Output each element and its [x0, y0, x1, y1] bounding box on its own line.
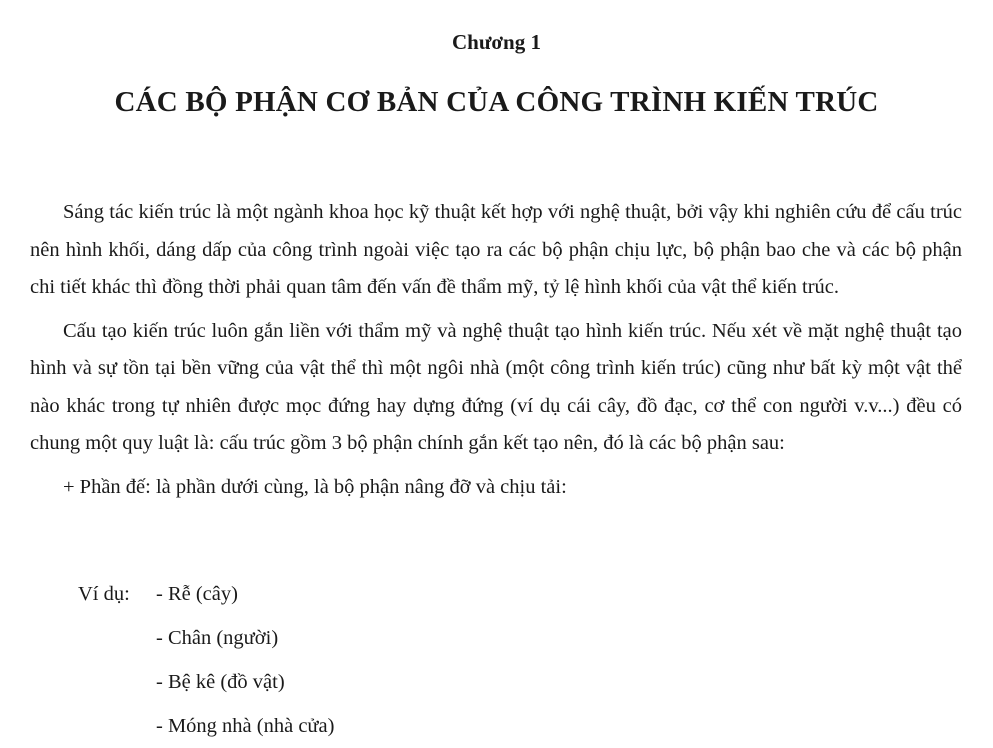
example-lead: Ví dụ:: [78, 583, 130, 605]
example-item-stand: - Bệ kê (đồ vật): [156, 671, 285, 693]
bullet-base-part: + Phần đế: là phần dưới cùng, là bộ phận nâng đỡ và chịu tải:: [63, 475, 567, 498]
example-first-row: [78, 572, 238, 616]
chapter-label: Chương 1: [451, 30, 541, 54]
example-item-foundation: - Móng nhà (nhà cửa): [156, 715, 335, 737]
paragraph-2: Cấu tạo kiến trúc luôn gắn liền với thẩm mỹ và nghệ thuật tạo hình kiến trúc. Nếu xét về mặt nghệ thuật tạo hình và sự tồn tại bền vững của vật thể thì một ngôi nhà (một công trình kiến trúc) cũng như bất kỳ một vật thể nào khác trong tự nhiên được mọc đứng hay dựng đứng (ví dụ cái cây, đồ đạc, cơ thể con người v.v...) đều có chung một quy luật là: cấu trúc gồm 3 bộ phận chính gắn kết tạo nên, đó là các bộ phận sau:: [30, 319, 962, 454]
paragraph-1: Sáng tác kiến trúc là một ngành khoa học kỹ thuật kết hợp với nghệ thuật, bởi vậy khi nghiên cứu để cấu trúc nên hình khối, dáng dấp của công trình ngoài việc tạo ra các bộ phận chịu lực, bộ phận bao che và các bộ phận chi tiết khác thì đồng thời phải quan tâm đến vấn đề thẩm mỹ, tỷ lệ hình khối của vật thể kiến trúc.: [30, 201, 962, 298]
example-item-root: - Rễ (cây): [156, 583, 238, 605]
body-text: [30, 194, 962, 506]
chapter-title: CÁC BỘ PHẬN CƠ BẢN CỦA CÔNG TRÌNH KIẾN TRÚC: [114, 86, 879, 118]
example-item-foot: - Chân (người): [156, 627, 279, 649]
example-list: [156, 616, 334, 748]
